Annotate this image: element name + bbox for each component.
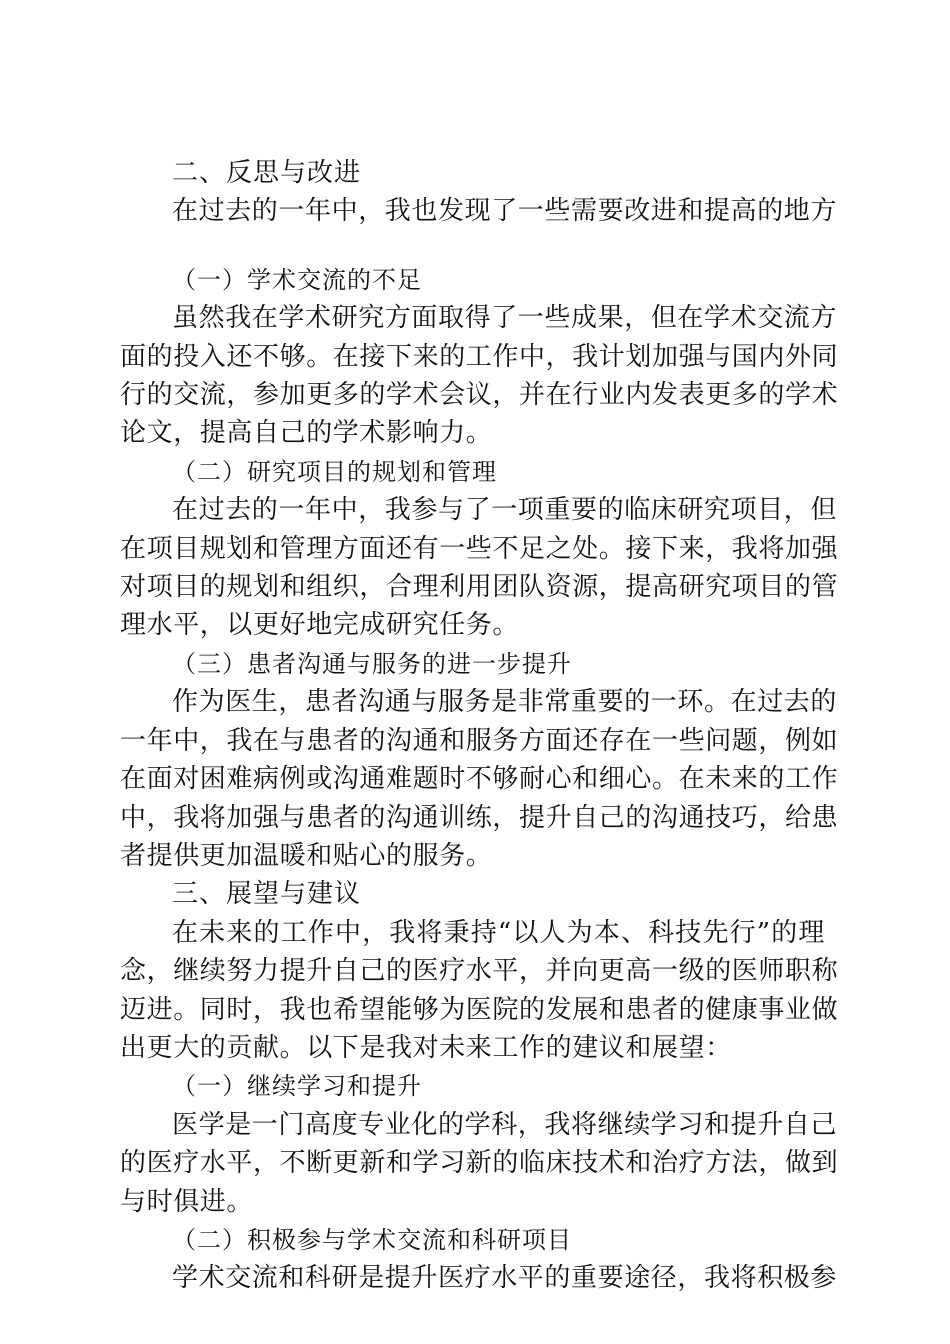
paragraph-line: 的医疗水平，不断更新和学习新的临床技术和治疗方法，做到 <box>120 1148 839 1179</box>
paragraph-line: 医学是一门高度专业化的学科，我将继续学习和提升自己 <box>172 1109 838 1140</box>
paragraph-line: 迈进。同时，我也希望能够为医院的发展和患者的健康事业做 <box>120 994 839 1025</box>
paragraph-line: 面的投入还不够。在接下来的工作中，我计划加强与国内外同 <box>120 341 839 372</box>
subheading-project-management: （二）研究项目的规划和管理 <box>172 457 497 486</box>
paragraph-line: 中，我将加强与患者的沟通训练，提升自己的沟通技巧，给患 <box>120 802 839 833</box>
subheading-research-participation: （二）积极参与学术交流和科研项目 <box>172 1225 572 1254</box>
paragraph-line: 在未来的工作中，我将秉持“以人为本、科技先行”的理 <box>172 917 825 948</box>
paragraph-line: 理水平，以更好地完成研究任务。 <box>120 610 520 641</box>
paragraph-line: 论文，提高自己的学术影响力。 <box>120 418 493 449</box>
paragraph-line: 学术交流和科研是提升医疗水平的重要途径，我将积极参 <box>172 1263 838 1294</box>
subheading-patient-communication: （三）患者沟通与服务的进一步提升 <box>172 649 572 678</box>
paragraph-line: 者提供更加温暖和贴心的服务。 <box>120 840 493 871</box>
document-body <box>120 154 839 1298</box>
paragraph-line: 行的交流，参加更多的学术会议，并在行业内发表更多的学术 <box>120 380 839 411</box>
section-heading-outlook: 三、展望与建议 <box>172 879 362 910</box>
paragraph-line: 在过去的一年中，我参与了一项重要的临床研究项目，但 <box>172 495 838 526</box>
subheading-academic-exchange: （一）学术交流的不足 <box>172 265 422 294</box>
paragraph-line: 在过去的一年中，我也发现了一些需要改进和提高的地方 <box>172 196 838 227</box>
paragraph-line: 念，继续努力提升自己的医疗水平，并向更高一级的医师职称 <box>120 956 839 987</box>
subheading-continued-learning: （一）继续学习和提升 <box>172 1072 422 1101</box>
paragraph-line: 作为医生，患者沟通与服务是非常重要的一环。在过去的 <box>172 687 838 718</box>
paragraph-gap <box>120 231 825 261</box>
paragraph-line: 在项目规划和管理方面还有一些不足之处。接下来，我将加强 <box>120 533 839 564</box>
paragraph-line: 虽然我在学术研究方面取得了一些成果，但在学术交流方 <box>172 303 838 334</box>
paragraph-line: 出更大的贡献。以下是我对未来工作的建议和展望： <box>120 1032 732 1063</box>
paragraph-line: 与时俱进。 <box>120 1186 254 1217</box>
paragraph-line: 一年中，我在与患者的沟通和服务方面还存在一些问题，例如 <box>120 725 839 756</box>
paragraph-line: 在面对困难病例或沟通难题时不够耐心和细心。在未来的工作 <box>120 764 839 795</box>
paragraph-line: 对项目的规划和组织，合理利用团队资源，提高研究项目的管 <box>120 572 839 603</box>
section-heading-reflection: 二、反思与改进 <box>172 158 362 188</box>
